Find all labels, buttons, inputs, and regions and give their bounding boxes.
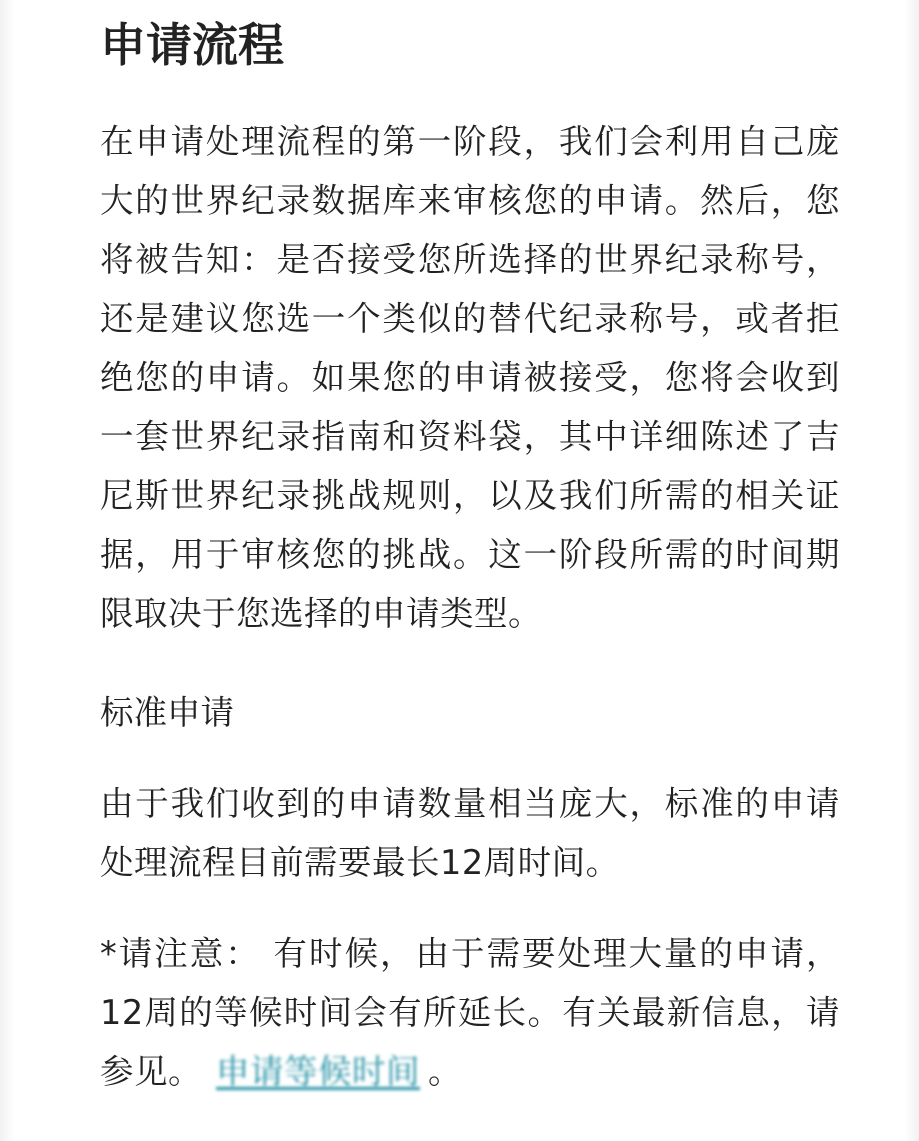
note-label: *请注意： bbox=[100, 934, 261, 973]
intro-paragraph: 在申请处理流程的第一阶段，我们会利用自己庞大的世界纪录数据库来审核您的申请。然后，您将被告知：是否接受您所选择的世界纪录称号，还是建议您选一个类似的替代纪录称号，或者拒绝您的申请。如果您的申请被接受，您将会收到一套世界纪录指南和资料袋，其中详细陈述了吉尼斯世界纪录挑战规则，以及我们所需的相关证据，用于审核您的挑战。这一阶段所需的时间期限取决于您选择的申请类型。 bbox=[100, 122, 840, 633]
left-edge-shade bbox=[0, 0, 14, 1141]
article bbox=[100, 0, 840, 1101]
note-paragraph bbox=[100, 924, 840, 1101]
section-heading-standard: 标准申请 bbox=[100, 693, 234, 732]
page-title: 申请流程 bbox=[100, 18, 284, 72]
standard-application-paragraph: 由于我们收到的申请数量相当庞大，标准的申请处理流程目前需要最长12周时间。 bbox=[100, 784, 840, 882]
note-text: 有时候，由于需要处理大量的申请，12周的等候时间会有所延长。有关最新信息，请参见。 bbox=[100, 934, 841, 1091]
waiting-time-link[interactable]: 申请等候时间 bbox=[216, 1052, 420, 1091]
note-end: 。 bbox=[428, 1052, 462, 1091]
right-edge-shade bbox=[905, 0, 919, 1141]
